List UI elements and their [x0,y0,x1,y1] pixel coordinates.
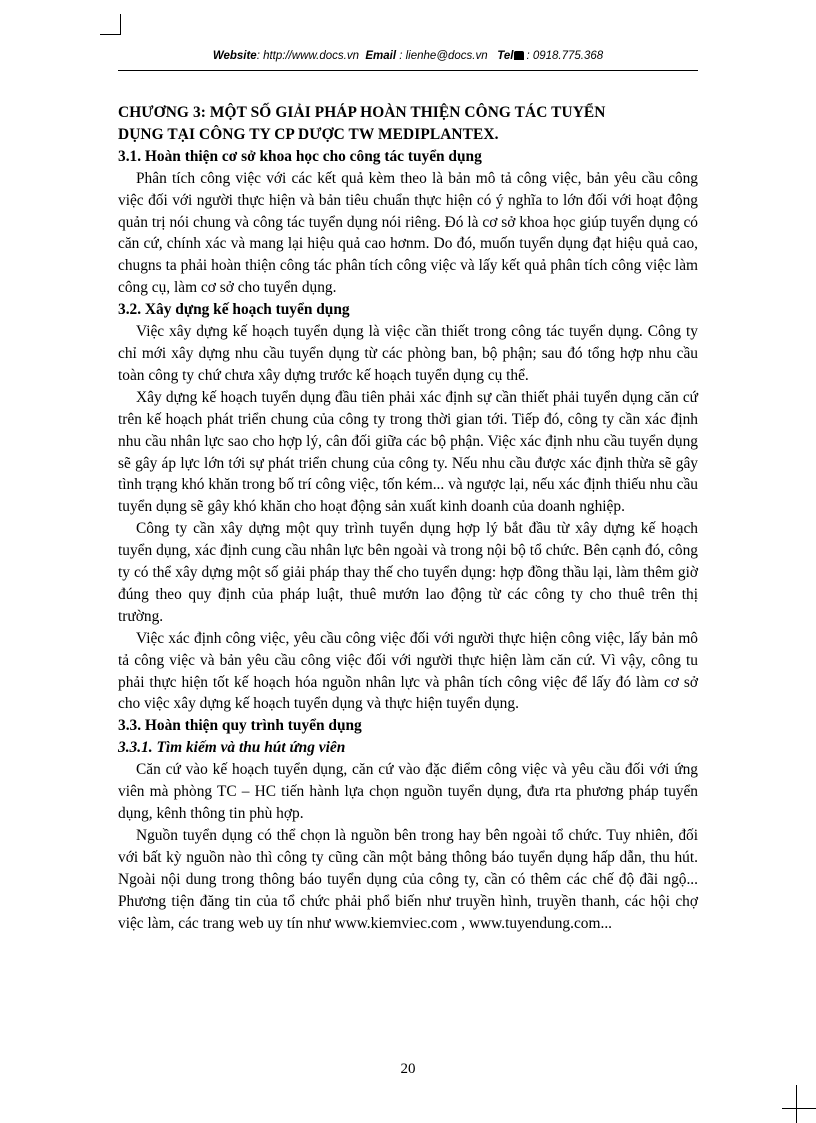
website-label: Website [212,50,257,62]
crop-mark-top-left [100,14,121,35]
email-value: : lienhe@docs.vn [396,50,488,62]
section-3-2-paragraph-3: Công ty cần xây dựng một quy trình tuyển dụng hợp lý bắt đầu từ xây dựng kế hoạch tuyển dụng, xác định cung cầu nhân lực bên ngoài và trong nội bộ tổ chức. Bên cạnh đó, công ty có thể xây dựng một số giải pháp thay thế cho tuyển dụng: hợp đồng thầu lại, làm thêm giờ đúng theo quy định của pháp luật, thuê mướn lao động từ các công ty cho thuê trên thị trường. [118,520,698,625]
website-value: : http://www.docs.vn [256,50,359,62]
chapter-title-line-1: CHƯƠNG 3: MỘT SỐ GIẢI PHÁP HOÀN THIỆN CÔNG TÁC TUYỂN [118,104,606,121]
section-3-3-1-paragraph-2: Nguồn tuyển dụng có thể chọn là nguồn bên trong hay bên ngoài tổ chức. Tuy nhiên, đối với bất kỳ nguồn nào thì công ty cũng cần một bảng thông báo tuyển dụng hấp dẫn, thu hút. Ngoài nội dung trong thông báo tuyển dụng của công ty, cần có thêm các chế độ đãi ngộ... Phương tiện đăng tin của tổ chức phải phổ biến như truyền hình, truyền thanh, các hội chợ việc làm, các trang web uy tín như www.kiemviec.com , www.tuyendung.com... [118,826,698,932]
tel-label: Tel [497,50,514,62]
chapter-title-line-2: DỤNG TẠI CÔNG TY CP DƯỢC TW MEDIPLANTEX. [118,125,499,143]
section-3-1-paragraph-1: Phân tích công việc với các kết quả kèm theo là bản mô tả công việc, bản yêu cầu công việc đối với người thực hiện và bản tiêu chuẩn thực hiện có ý nghĩa to lớn đối với hoạt động quản trị nói chung và công tác tuyển dụng nói riêng. Đó là cơ sở khoa học giúp tuyển dụng có căn cứ, chính xác và mang lại hiệu quả cao hơnm. Do đó, muốn tuyển dụng đạt hiệu quả cao, chugns ta phải hoàn thiện công tác phân tích công việc và lấy kết quả phân tích công việc làm công cụ, làm cơ sở cho tuyển dụng. [118,169,698,297]
chapter-title [118,102,698,146]
tel-value: : 0918.775.368 [526,50,604,62]
header-rule [118,70,698,71]
section-3-1-title: 3.1. Hoàn thiện cơ sở khoa học cho công tác tuyển dụng [118,147,482,165]
section-3-3-1-title: 3.3.1. Tìm kiếm và thu hút ứng viên [118,739,346,757]
phone-icon [514,51,524,60]
section-3-2-paragraph-4: Việc xác định công việc, yêu cầu công việc đối với người thực hiện công việc, lấy bản mô tả công việc và bản yêu cầu công việc đối với người thực hiện làm căn cứ. Vì vậy, công tu phải thực hiện tốt kế hoạch hóa nguồn nhân lực và phân tích công việc để lấy đó làm cơ sở cho việc xây dựng kế hoạch tuyển dụng và thực hiện tuyển dụng. [118,629,698,713]
email-label: Email [365,50,397,62]
section-3-2-paragraph-1: Việc xây dựng kế hoạch tuyển dụng là việc cần thiết trong công tác tuyển dụng. Công ty chỉ mới xây dựng nhu cầu tuyển dụng từ các phòng ban, bộ phận; sau đó tổng hợp nhu cầu toàn công ty chứ chưa xây dựng trước kế hoạch tuyển dụng cụ thể. [118,323,698,384]
section-3-3-1-paragraph-1: Căn cứ vào kế hoạch tuyển dụng, căn cứ vào đặc điểm công việc và yêu cầu đối với ứng viên mà phòng TC – HC tiến hành lựa chọn nguồn tuyển dụng, đưa rta phương pháp tuyển dụng, kênh thông tin phù hợp. [118,761,698,822]
page-body [118,102,698,934]
page-number: 20 [400,1061,416,1077]
section-3-3-title: 3.3. Hoàn thiện quy trình tuyển dụng [118,717,362,735]
section-3-2-title: 3.2. Xây dựng kế hoạch tuyển dụng [118,301,350,319]
page-header [118,50,698,62]
section-3-2-paragraph-2: Xây dựng kế hoạch tuyển dụng đầu tiên phải xác định sự cần thiết phải tuyển dụng căn cứ trên kế hoạch phát triển chung của công ty trong thời gian tới. Tiếp đó, công ty cần xác định nhu cầu nhân lực sao cho hợp lý, cân đối giữa các bộ phận. Việc xác định nhu cầu tuyển dụng sẽ gây áp lực lớn tới sự phát triển chung của công ty. Nếu nhu cầu được xác định thừa sẽ gây tình trạng khó khăn trong bố trí công việc, tốn kém... và ngược lại, nếu xác định thiếu nhu cầu tuyển dụng sẽ gây khó khăn cho hoạt động sản xuất kinh doanh của doanh nghiệp. [118,388,698,516]
crop-mark-bottom-right-horizontal [782,1108,816,1109]
crop-mark-bottom-right-vertical [796,1085,797,1123]
